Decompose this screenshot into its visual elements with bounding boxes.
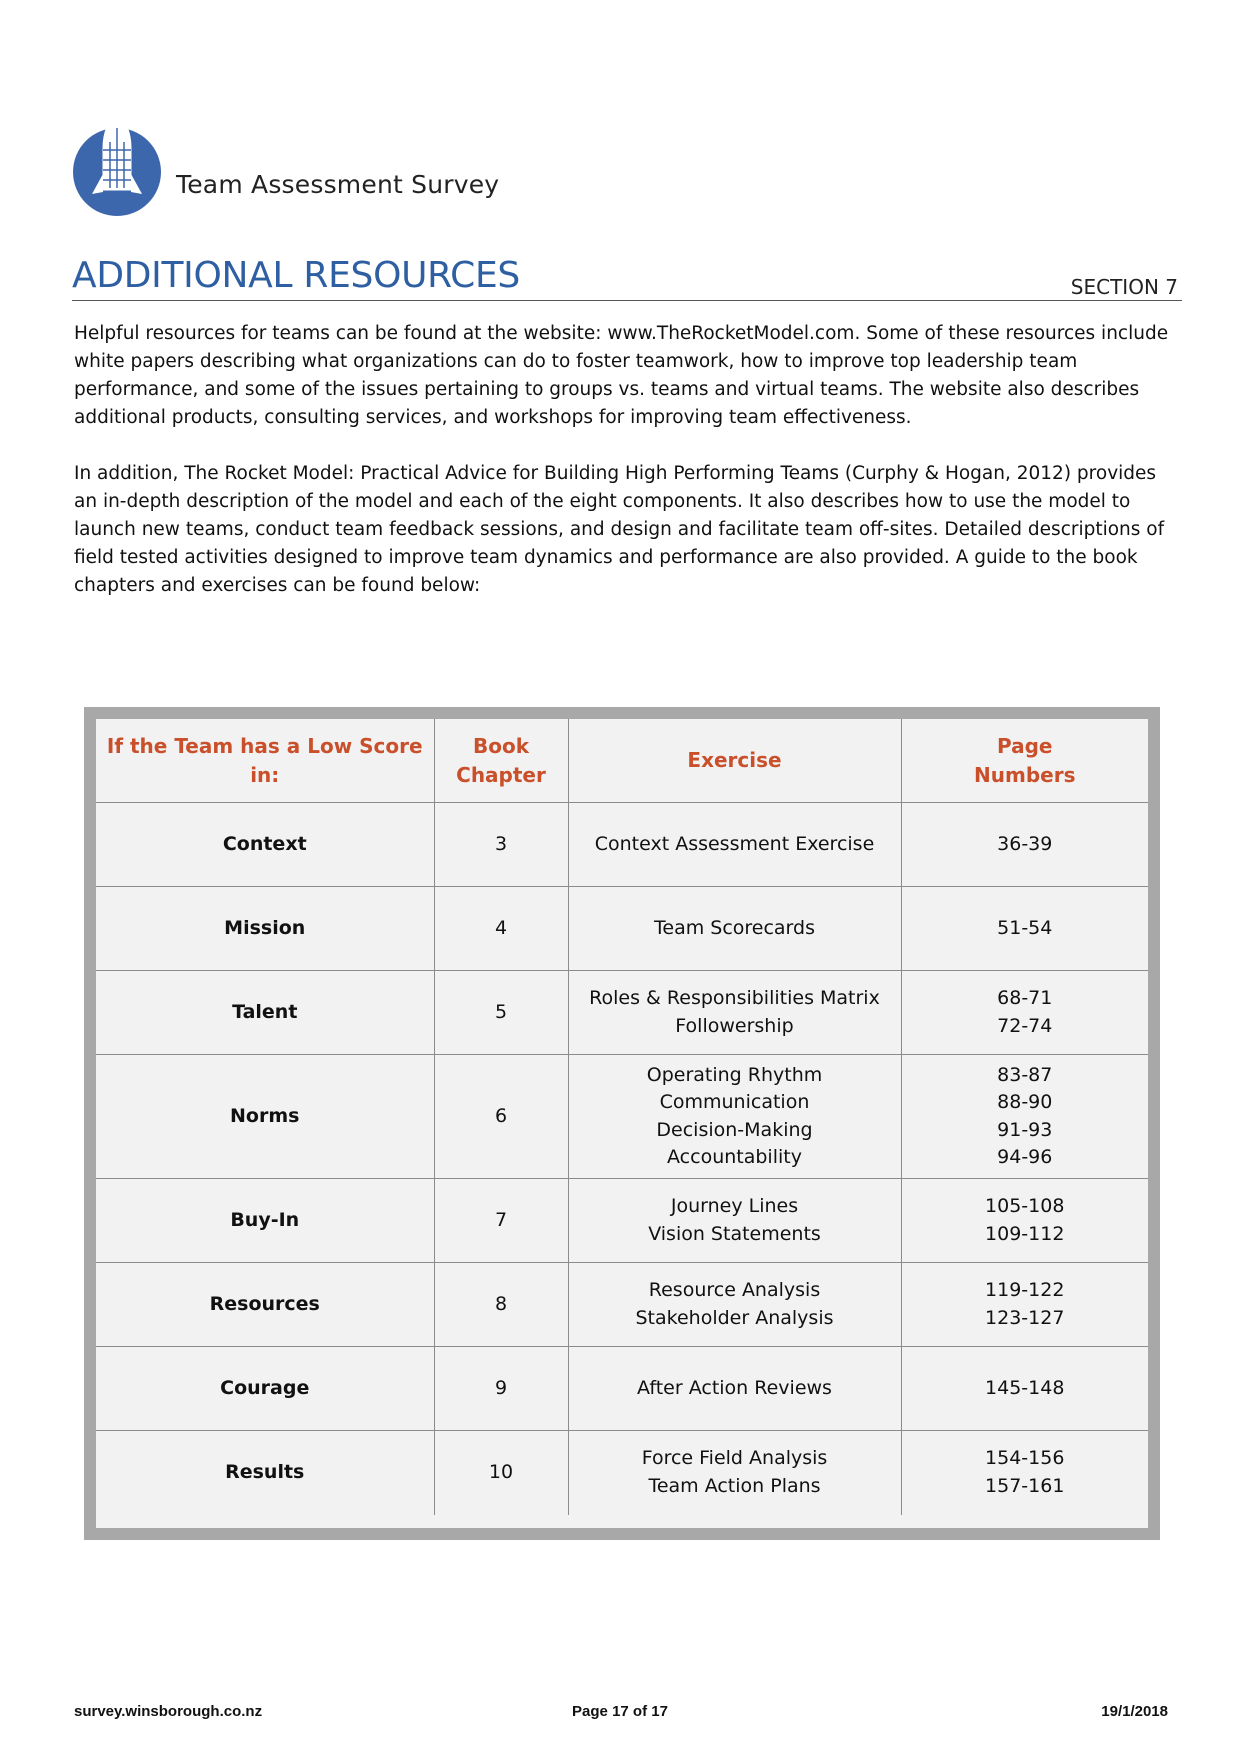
cell-area: Buy-In: [96, 1179, 434, 1263]
footer-page-number: Page 17 of 17: [572, 1703, 668, 1720]
brand-name: Team Assessment Survey: [176, 169, 500, 199]
table-row: [96, 1431, 1148, 1515]
exercise-item: After Action Reviews: [637, 1376, 832, 1399]
exercise-item: Context Assessment Exercise: [594, 832, 875, 855]
section-label: SECTION 7: [1070, 275, 1178, 299]
cell-area: Courage: [96, 1347, 434, 1431]
exercise-item: Force Field Analysis: [641, 1447, 828, 1470]
page-range: 83-87: [997, 1063, 1053, 1086]
page-range: 157-161: [985, 1474, 1065, 1497]
exercise-item: Vision Statements: [648, 1222, 821, 1245]
cell-pages: [901, 803, 1148, 887]
exercise-item: Operating Rhythm: [646, 1063, 823, 1086]
cell-area: Mission: [96, 887, 434, 971]
cell-pages: [901, 1263, 1148, 1347]
page-range: 154-156: [985, 1447, 1065, 1470]
cell-exercise: [568, 1179, 901, 1263]
cell-chapter: 4: [434, 887, 568, 971]
header-pages: Page Numbers: [901, 719, 1148, 803]
table-row: [96, 1179, 1148, 1263]
cell-exercise: [568, 1347, 901, 1431]
header: [72, 108, 499, 218]
cell-area: Results: [96, 1431, 434, 1515]
cell-area: Talent: [96, 971, 434, 1055]
page-range: 109-112: [985, 1222, 1065, 1245]
table-row: [96, 1263, 1148, 1347]
cell-chapter: 10: [434, 1431, 568, 1515]
intro-paragraph: In addition, The Rocket Model: Practical Advice for Building High Performing Teams (Curphy & Hogan, 2012) provides an in-depth description of the model and each of the eight components. It also describes how to use the model to launch new teams, conduct team feedback sessions, and design and facilitate team off-sites. Detailed descriptions of field tested activities designed to improve team dynamics and performance are also provided. A guide to the book chapters and exercises can be found below:: [74, 463, 1165, 596]
page-range: 36-39: [997, 832, 1053, 855]
cell-area: Context: [96, 803, 434, 887]
header-area: If the Team has a Low Score in:: [96, 719, 434, 803]
cell-exercise: [568, 1055, 901, 1179]
table-row: [96, 971, 1148, 1055]
resources-table-body: [96, 719, 1148, 1528]
page-range: 119-122: [985, 1279, 1065, 1301]
exercise-item: Accountability: [667, 1146, 802, 1168]
exercise-item: Stakeholder Analysis: [635, 1306, 834, 1329]
header-exercise: Exercise: [568, 719, 901, 803]
cell-pages: [901, 971, 1148, 1055]
table-row: [96, 1347, 1148, 1431]
table-row: [96, 803, 1148, 887]
exercise-item: Decision-Making: [656, 1118, 813, 1141]
cell-pages: [901, 1431, 1148, 1515]
exercise-item: Communication: [659, 1091, 810, 1113]
cell-exercise: [568, 1263, 901, 1347]
exercise-item: Team Scorecards: [654, 916, 815, 939]
footer-website: survey.winsborough.co.nz: [74, 1703, 263, 1720]
footer-date: 19/1/2018: [1101, 1703, 1168, 1720]
cell-chapter: 7: [434, 1179, 568, 1263]
section-heading: [72, 256, 1182, 301]
exercise-item: Resource Analysis: [648, 1279, 821, 1301]
page-range: 68-71: [997, 987, 1053, 1009]
resources-table: [96, 719, 1148, 1515]
cell-exercise: [568, 887, 901, 971]
cell-area: Norms: [96, 1055, 434, 1179]
page-range: 123-127: [985, 1306, 1065, 1329]
cell-area: Resources: [96, 1263, 434, 1347]
cell-exercise: [568, 971, 901, 1055]
cell-chapter: 8: [434, 1263, 568, 1347]
page-range: 51-54: [997, 916, 1053, 939]
page-range: 72-74: [997, 1014, 1053, 1037]
page-range: 145-148: [985, 1376, 1065, 1399]
cell-chapter: 3: [434, 803, 568, 887]
table-header-row: [96, 719, 1148, 803]
section-title: ADDITIONAL RESOURCES: [72, 255, 520, 296]
cell-exercise: [568, 1431, 901, 1515]
intro-text: [74, 320, 1184, 628]
cell-exercise: [568, 803, 901, 887]
rocket-logo-icon: [72, 108, 162, 218]
cell-pages: [901, 1347, 1148, 1431]
page-range: 88-90: [997, 1091, 1053, 1113]
exercise-item: Team Action Plans: [648, 1474, 821, 1497]
page-range: 94-96: [997, 1146, 1053, 1168]
page-range: 91-93: [997, 1118, 1053, 1141]
cell-pages: [901, 1179, 1148, 1263]
cell-pages: [901, 887, 1148, 971]
cell-chapter: 9: [434, 1347, 568, 1431]
cell-pages: [901, 1055, 1148, 1179]
resources-table-frame: [84, 707, 1160, 1540]
page-range: 105-108: [985, 1195, 1065, 1217]
header-chapter: Book Chapter: [434, 719, 568, 803]
table-row: [96, 887, 1148, 971]
cell-chapter: 5: [434, 971, 568, 1055]
exercise-item: Followership: [675, 1014, 794, 1037]
exercise-item: Roles & Responsibilities Matrix: [589, 987, 880, 1009]
exercise-item: Journey Lines: [670, 1195, 799, 1217]
cell-chapter: 6: [434, 1055, 568, 1179]
table-row: [96, 1055, 1148, 1179]
intro-paragraph: Helpful resources for teams can be found at the website: www.TheRocketModel.com. Some of these resources include white papers describing what organizations can do to foster teamwork, how to improve top leadership team performance, and some of the issues pertaining to groups vs. teams and virtual teams. The website also describes additional products, consulting services, and workshops for improving team effectiveness.: [74, 323, 1169, 428]
